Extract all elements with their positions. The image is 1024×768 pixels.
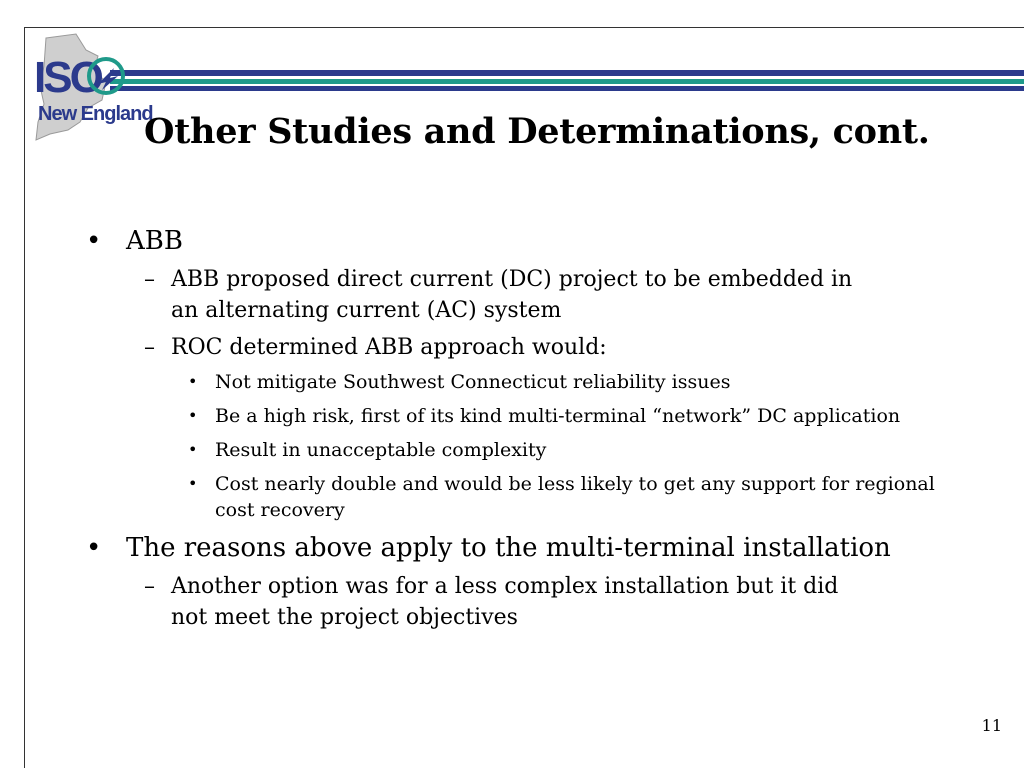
bullet-dot-icon: •: [86, 226, 102, 256]
stripe-navy-bottom: [110, 86, 1024, 91]
bullet-level3: [188, 403, 935, 429]
bullet-level2: [144, 571, 881, 633]
bullet-dot-icon: •: [188, 406, 198, 425]
bullet-level1: [86, 224, 946, 258]
dash-icon: –: [144, 267, 155, 292]
bullet-level3: [188, 471, 935, 523]
stripe-navy-top: [110, 70, 1024, 76]
svg-text:ISO: ISO: [34, 53, 101, 102]
bullet-text: The reasons above apply to the multi-terminal installation: [126, 533, 891, 563]
bullet-level2: [144, 264, 881, 326]
dash-icon: –: [144, 574, 155, 599]
bullet-text: ABB: [126, 226, 183, 256]
bullet-level1: [86, 531, 946, 565]
dash-icon: –: [144, 335, 155, 360]
bullet-text: Be a high risk, first of its kind multi-terminal “network” DC application: [215, 405, 901, 427]
bullet-dot-icon: •: [188, 372, 198, 391]
bullet-text: ABB proposed direct current (DC) project to be embedded in an alternating current (AC) system: [171, 267, 853, 323]
bullet-text: ROC determined ABB approach would:: [171, 335, 607, 360]
bullet-dot-icon: •: [188, 474, 198, 493]
iso-new-england-logo: [28, 30, 153, 150]
slide-body: [86, 224, 946, 639]
bullet-text: Another option was for a less complex installation but it did not meet the project objectives: [171, 574, 839, 630]
slide-title: Other Studies and Determinations, cont.: [144, 111, 930, 152]
bullet-text: Cost nearly double and would be less likely to get any support for regional cost recovery: [215, 473, 935, 521]
bullet-level3: [188, 369, 935, 395]
svg-text:New England: New England: [38, 103, 153, 125]
page-number: 11: [981, 716, 1002, 735]
bullet-text: Result in unacceptable complexity: [215, 439, 547, 461]
stripe-teal: [110, 79, 1024, 84]
bullet-dot-icon: •: [188, 440, 198, 459]
bullet-level2: [144, 332, 881, 363]
bullet-dot-icon: •: [86, 533, 102, 563]
bullet-level3: [188, 437, 935, 463]
bullet-text: Not mitigate Southwest Connecticut reliability issues: [215, 371, 731, 393]
